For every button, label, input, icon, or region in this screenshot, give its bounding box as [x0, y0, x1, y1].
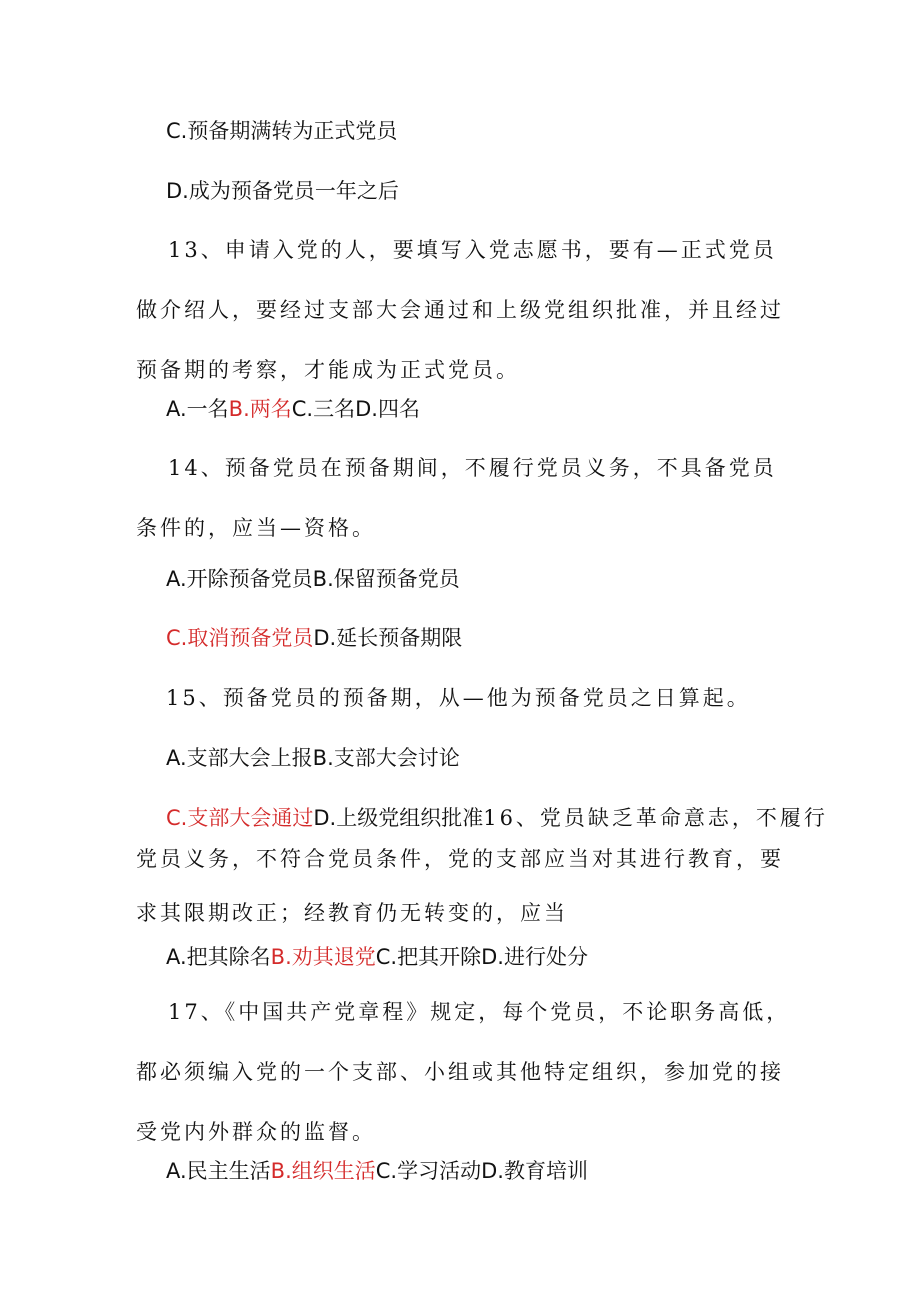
option-d-text: D.成为预备党员一年之后 [166, 179, 399, 203]
q13-option-b-answer: B.两名 [228, 397, 292, 421]
option-line-c-prev [166, 115, 397, 145]
q17-option-c: C.学习活动 [375, 1159, 482, 1183]
question-15-options-cd-q16 [166, 802, 828, 832]
q17-option-d: D.教育培训 [481, 1159, 588, 1183]
q15-option-a: A.支部大会上报 [166, 746, 313, 770]
question-13-options [166, 393, 420, 423]
question-14-options-cd [166, 622, 462, 652]
q17-option-a: A.民主生活 [166, 1159, 271, 1183]
q14-option-d: D.延长预备期限 [313, 626, 463, 650]
question-14-options-ab [166, 563, 460, 593]
question-14: 14、预备党员在预备期间，不履行党员义务，不具备党员条件的，应当—资格。 [136, 456, 777, 540]
question-16-rest: 党员义务，不符合党员条件，党的支部应当对其进行教育，要求其限期改正；经教育仍无转变的，应当 [136, 847, 784, 925]
q14-option-b: B.保留预备党员 [312, 567, 460, 591]
q16-option-a: A.把其除名 [166, 945, 271, 969]
q15-option-d: D.上级党组织批准 [313, 806, 484, 830]
question-16-options [166, 941, 588, 971]
question-17: 17、《中国共产党章程》规定，每个党员，不论职务高低，都必须编入党的一个支部、小组或其他特定组织，参加党的接受党内外群众的监督。 [136, 1000, 791, 1144]
q14-option-c-answer: C.取消预备党员 [166, 626, 314, 650]
q15-option-b: B.支部大会讨论 [312, 746, 460, 770]
question-13: 13、申请入党的人，要填写入党志愿书，要有—正式党员做介绍人，要经过支部大会通过和上级党组织批准，并且经过预备期的考察，才能成为正式党员。 [136, 238, 784, 382]
question-15-options-ab [166, 742, 460, 772]
q13-option-c: C.三名 [291, 397, 356, 421]
q17-option-b-answer: B.组织生活 [270, 1159, 376, 1183]
question-17-options [166, 1155, 588, 1185]
question-15 [166, 682, 751, 712]
q13-option-d: D.四名 [355, 397, 420, 421]
q13-option-a: A.一名 [166, 397, 229, 421]
question-15-text: 15、预备党员的预备期，从—他为预备党员之日算起。 [166, 686, 751, 710]
q15-option-c-answer: C.支部大会通过 [166, 806, 314, 830]
option-line-d-prev [166, 175, 399, 205]
question-16-text-first: 16、党员缺乏革命意志，不履行 [483, 806, 828, 830]
q14-option-a: A.开除预备党员 [166, 567, 313, 591]
q16-option-d: D.进行处分 [481, 945, 588, 969]
q16-option-b-answer: B.劝其退党 [270, 945, 376, 969]
q16-option-c: C.把其开除 [375, 945, 482, 969]
option-c-text: C.预备期满转为正式党员 [166, 119, 398, 143]
